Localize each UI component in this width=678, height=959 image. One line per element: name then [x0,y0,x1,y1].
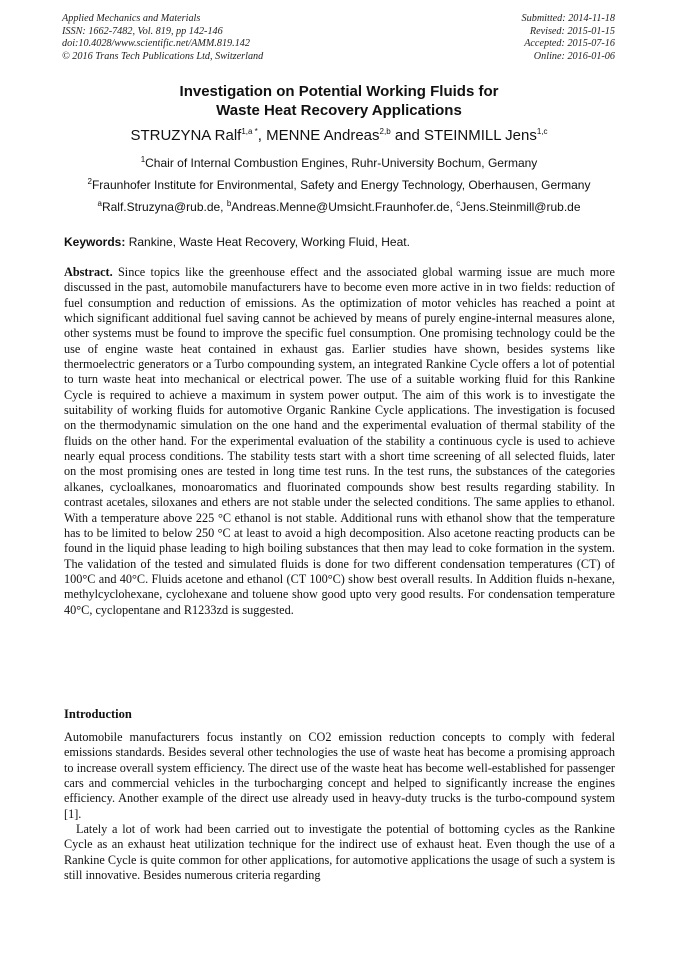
affiliation-marker: 2 [87,177,92,186]
email-link[interactable]: Ralf.Struzyna@rub.de, [101,200,227,214]
author-name: STRUZYNA Ralf [130,127,242,144]
journal-name: Applied Mechanics and Materials [62,13,201,24]
date-submitted: Submitted: 2014-11-18 [521,13,615,24]
email-link[interactable]: Andreas.Menne@Umsicht.Fraunhofer.de, [231,200,457,214]
journal-issn: ISSN: 1662-7482, Vol. 819, pp 142-146 [62,25,223,37]
keywords [64,235,616,250]
date-accepted: Accepted: 2015-07-16 [524,38,615,50]
author-separator: , [257,127,267,144]
paragraph: Automobile manufacturers focus instantly on CO2 emission reduction concepts to comply with federal emissions standards. Besides several other technologies the use of waste heat has become a promising approach to increase overall system efficiency. The direct use of the waste heat has become well-established for passenger cars and commercial vehicles in the turbocharging concept and helped to significantly increase the engines efficiency. Another example of the direct use already used in heavy-duty trucks is the turbo-compound system [1]. [64,730,615,821]
abstract [64,265,615,618]
email-link[interactable]: Jens.Steinmill@rub.de [460,200,581,214]
title-line-1: Investigation on Potential Working Fluids for [179,83,499,100]
affiliation-marker: 1 [140,155,146,164]
journal-doi: doi:10.4028/www.scientific.net/AMM.819.142 [62,38,250,50]
author-name: STEINMILL Jens [424,127,537,144]
keywords-text: Rankine, Waste Heat Recovery, Working Fluid, Heat. [125,235,410,249]
journal-copyright: © 2016 Trans Tech Publications Ltd, Switzerland [62,50,264,62]
date-revised: Revised: 2015-01-15 [529,25,615,37]
email-marker: c [456,199,461,208]
date-online: Online: 2016-01-06 [533,50,615,62]
publication-dates [522,13,615,63]
paper-title [0,82,678,120]
abstract-label: Abstract. [64,265,113,279]
journal-info [62,13,263,63]
keywords-label: Keywords: [64,235,126,249]
author-name: MENNE Andreas [266,127,380,144]
author-emails [0,200,678,215]
email-marker: a [97,199,102,208]
email-marker: b [226,199,232,208]
affiliation-1 [0,156,678,171]
title-line-2: Waste Heat Recovery Applications [216,102,462,119]
affiliation-text: Fraunhofer Institute for Environmental, Safety and Energy Technology, Oberhausen, Germany [91,178,591,192]
paragraph: Lately a lot of work had been carried out to investigate the potential of bottoming cycles as the Rankine Cycle as an exhaust heat utilization technique for the indirect use of exhaust heat. Even though the use of a Rankine Cycle is quite common for other applications, for automotive applications the usage of such a system is still innovative. Besides numerous criteria regarding [64,822,615,883]
author-superscript: 2,b [379,127,391,136]
affiliation-2 [0,178,678,193]
author-separator: and [390,127,425,144]
section-heading-introduction: Introduction [64,707,132,721]
affiliation-text: Chair of Internal Combustion Engines, Ruhr-University Bochum, Germany [145,156,538,170]
author-list [0,127,678,145]
abstract-text: Since topics like the greenhouse effect and the associated global warming issue are much more discussed in the past, automobile manufacturers have to become even more active in in two fields: reduction of fuel consumption and reduction of emissions. As the optimization of motor vehicles has reached a point at which significant additional fuel saving cannot be achieved by means of purely engine-internal measures alone, other systems must be found to improve the specific fuel consumption. One promising technology could be the use of engine waste heat contained in exhaust gas. Earlier studies have shown, besides systems like thermoelectric generators or a Turbo compounding system, an integrated Rankine Cycle offers a lot of potential to turn waste heat into mechanical or electrical power. The use of a suitable working fluid for this Rankine Cycle is required to achieve a maximum in system power output. The aim of this work is to investigate the suitability of working fluids for automotive Organic Rankine Cycle applications. The investigation is focused on the thermodynamic simulation on the one hand and the experimental evaluation of thermal stability of the fluids on the other hand. For the experimental evaluation of the stability a continuous cycle is used to achieve nearly equal process conditions. The stability tests start with a short time screening of all selected fluids, later on the most promising ones are tested in long time test runs. In the test runs, the substances of the categories alkanes, cycloalkanes, monoaromatics and fluorinated compounds show best results regarding stability. In contrast acetales, siloxanes and ethers are not stable under the selected conditions. The same applies to ethanol. With a temperature above 225 °C ethanol is not stable. Additional runs with ethanol show that the temperature has to be limited to below 250 °C at least to avoid a high decomposition. Also acetone reacting products can be found in the liquid phase leading to high boiling substances that then may lead to coke formation in the system. The validation of the tested and simulated fluids is done for two different condensation temperatures (CT) of 100°C and 40°C. Fluids acetone and ethanol (CT 100°C) show best overall results. In Addition fluids n-hexane, methylcyclohexane, cyclohexane and toluene show good upto very good results. For condensation temperature 40°C, cyclopentane and R1233zd is suggested. [64,265,615,617]
introduction-body [64,730,615,883]
author-superscript: 1,c [536,127,548,136]
author-superscript: 1,a * [241,127,258,136]
